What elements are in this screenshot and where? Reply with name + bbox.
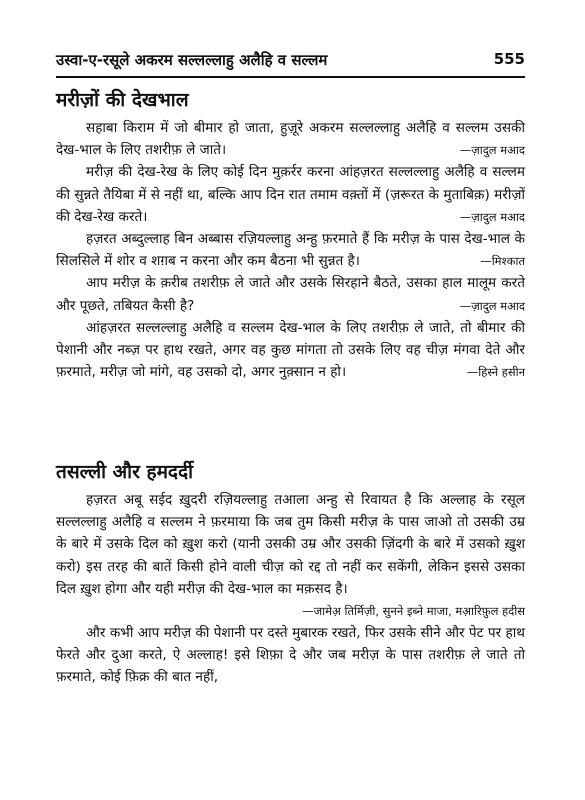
paragraph-text: आप मरीज़ के क़रीब तशरीफ़ ले जाते और उसके सिरहाने बैठते, उसका हाल मालूम करते और पूछते, तबियत कैसी है? <box>56 275 525 314</box>
source-citation: —जामेअ़ तिर्मिज़ी, सुनने इब्ने माजा, मआ़रिफ़ुल हदीस <box>302 604 525 619</box>
paragraph-text: हज़रत अबू सईद ख़ुदरी रज़ियल्लाहु तआला अन्हु से रिवायत है कि अल्लाह के रसूल सल्लल्लाहु अलैहि व सल्लम ने फ़रमाया कि जब तुम किसी मरीज़ के पास जाओ तो उसकी उम्र के बारे में उसके दिल को ख़ुश करो (यानी उसकी उम्र और उसकी ज़िंदगी के बारे में उसको ख़ुश करो) इस तरह की बातें किसी होने वाली चीज़ को रद्द तो नहीं कर सकेंगी, लेकिन इससे उसका दिल ख़ुश होगा और यही मरीज़ की देख-भाल का मक़सद है। <box>56 492 525 597</box>
source-citation: —ज़ादुल मआद <box>459 209 525 224</box>
paragraph <box>56 317 525 384</box>
header-rule <box>56 76 525 78</box>
running-header <box>56 50 525 74</box>
source-citation: —मिश्कात <box>480 254 525 269</box>
paragraph-text: हज़रत अब्दुल्लाह बिन अब्बास रज़ियल्लाहु अन्हु फ़रमाते हैं कि मरीज़ के पास देख-भाल के सिलसिले में शोर व शग़ब न करना और कम बैठना भी सुन्नत है। <box>56 231 525 270</box>
paragraph-text: मरीज़ की देख-रेख के लिए कोई दिन मुक़र्रर करना आंहज़रत सल्लल्लाहु अलैहि व सल्लम की सुन्नते तैयिबा में से नहीं था, बल्कि आप दिन रात तमाम वक़्तों में (ज़रूरत के मुताबिक़) मरीज़ों की देख-रेख करते। <box>56 164 525 225</box>
source-citation: —ज़ादुल मआद <box>459 298 525 313</box>
paragraph-text: आंहज़रत सल्लल्लाहु अलैहि व सल्लम देख-भाल के लिए तशरीफ़ ले जाते, तो बीमार की पेशानी और नब्ज़ पर हाथ रखते, अगर वह कुछ मांगता तो उसके लिए वह चीज़ मंगवा देते और फ़रमाते, मरीज़ जो मांगे, वह उसको दो, अगर नुक़्सान न हो। <box>56 319 525 381</box>
section-body-comfort-sympathy <box>56 489 525 689</box>
paragraph-text: और कभी आप मरीज़ की पेशानी पर दस्ते मुबारक रखते, फिर उसके सीने और पेट पर हाथ फेरते और दुआ करते, ऐ अल्लाह! इसे शिफ़ा दे और जब मरीज़ के पास तशरीफ़ ले जाते तो फ़रमाते, कोई फ़िक्र की बात नहीं, <box>56 625 525 686</box>
section-heading-comfort-sympathy: तसल्ली और हमदर्दी <box>56 461 194 483</box>
section-heading-care-of-sick: मरीज़ों की देखभाल <box>56 89 189 111</box>
source-citation: —ज़ादुल मआद <box>459 143 525 158</box>
paragraph <box>56 161 525 228</box>
paragraph <box>56 228 525 272</box>
paragraph <box>56 622 525 689</box>
page-number: 555 <box>493 50 525 68</box>
paragraph <box>56 489 525 600</box>
paragraph <box>56 117 525 161</box>
paragraph-text: सहाबा किराम में जो बीमार हो जाता, हुज़ूरे अकरम सल्लल्लाहु अलैहि व सल्लम उसकी देख-भाल के लिए तशरीफ़ ले जाते। <box>56 120 525 159</box>
header-title: उस्वा-ए-रसूले अकरम सल्लल्लाहु अलैहि व सल्लम <box>56 51 328 69</box>
source-citation: —हिस्ने हसीन <box>466 365 525 380</box>
section-body-care-of-sick <box>56 117 525 383</box>
paragraph <box>56 272 525 316</box>
